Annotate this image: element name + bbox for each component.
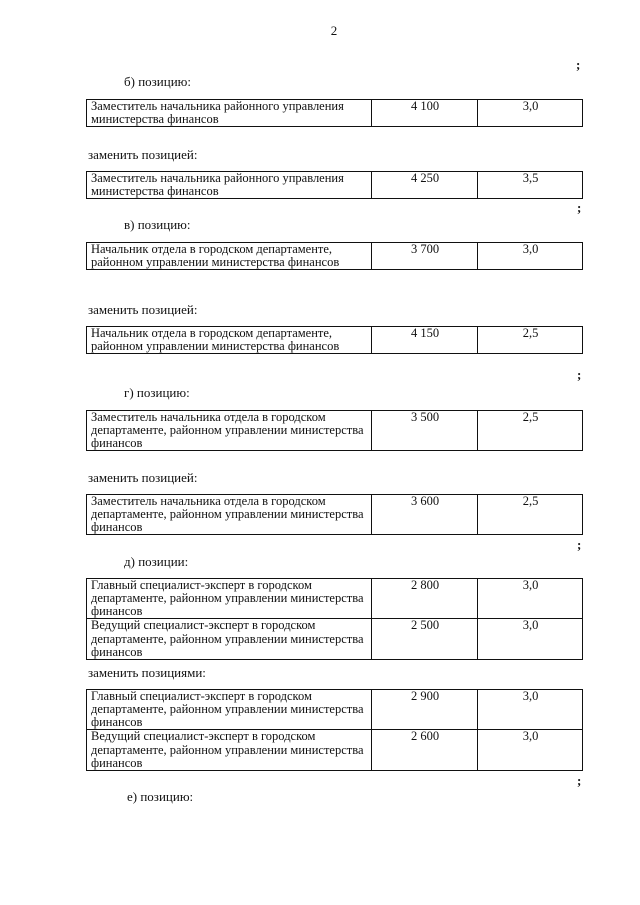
- position-title: Ведущий специалист-эксперт в городском департаменте, районном управлении министерства финансов: [87, 619, 372, 659]
- table-row: [87, 327, 583, 354]
- table-row: [87, 730, 583, 770]
- section-v-replacement-table: [86, 326, 583, 354]
- section-d-original-table: [86, 578, 583, 660]
- coefficient-value: 3,0: [478, 243, 583, 270]
- position-title: Заместитель начальника районного управления министерства финансов: [87, 100, 372, 127]
- salary-value: 2 500: [372, 619, 478, 659]
- position-title: Начальник отдела в городском департаменте, районном управлении министерства финансов: [87, 243, 372, 270]
- section-d-end-mark: ;: [577, 773, 582, 788]
- coefficient-value: 3,0: [478, 690, 583, 730]
- section-b-replacement-table: [86, 171, 583, 199]
- salary-value: 4 150: [372, 327, 478, 354]
- section-e-label: е) позицию:: [127, 789, 194, 804]
- section-g-original-table: [86, 410, 583, 451]
- salary-value: 2 900: [372, 690, 478, 730]
- coefficient-value: 2,5: [478, 495, 583, 535]
- salary-value: 3 500: [372, 411, 478, 451]
- salary-value: 3 700: [372, 243, 478, 270]
- section-d-replacement-table: [86, 689, 583, 771]
- salary-value: 2 800: [372, 579, 478, 619]
- table-row: [87, 411, 583, 451]
- section-v-replace-label: заменить позицией:: [88, 302, 198, 317]
- coefficient-value: 3,0: [478, 730, 583, 770]
- position-title: Заместитель начальника районного управления министерства финансов: [87, 172, 372, 199]
- page-number: 2: [330, 23, 338, 38]
- position-title: Заместитель начальника отдела в городском департаменте, районном управлении министерства финансов: [87, 495, 372, 535]
- coefficient-value: 3,0: [478, 579, 583, 619]
- section-g-replacement-table: [86, 494, 583, 535]
- section-d-replace-label: заменить позициями:: [88, 665, 206, 680]
- position-title: Заместитель начальника отдела в городском департаменте, районном управлении министерства финансов: [87, 411, 372, 451]
- salary-value: 3 600: [372, 495, 478, 535]
- section-v-end-mark: ;: [577, 367, 582, 382]
- section-b-replace-label: заменить позицией:: [88, 147, 198, 162]
- coefficient-value: 3,0: [478, 619, 583, 659]
- semicolon-mark: ;: [576, 57, 581, 72]
- coefficient-value: 3,5: [478, 172, 583, 199]
- salary-value: 4 250: [372, 172, 478, 199]
- section-b-original-table: [86, 99, 583, 127]
- salary-value: 2 600: [372, 730, 478, 770]
- position-title: Главный специалист-эксперт в городском департаменте, районном управлении министерства финансов: [87, 579, 372, 619]
- coefficient-value: 2,5: [478, 327, 583, 354]
- coefficient-value: 2,5: [478, 411, 583, 451]
- table-row: [87, 495, 583, 535]
- section-b-end-mark: ;: [577, 200, 582, 215]
- section-g-label: г) позицию:: [124, 385, 190, 400]
- section-v-original-table: [86, 242, 583, 270]
- table-row: [87, 100, 583, 127]
- table-row: [87, 243, 583, 270]
- table-row: [87, 690, 583, 730]
- table-row: [87, 579, 583, 619]
- salary-value: 4 100: [372, 100, 478, 127]
- position-title: Ведущий специалист-эксперт в городском департаменте, районном управлении министерства финансов: [87, 730, 372, 770]
- table-row: [87, 619, 583, 659]
- position-title: Главный специалист-эксперт в городском департаменте, районном управлении министерства финансов: [87, 690, 372, 730]
- section-d-label: д) позиции:: [124, 554, 189, 569]
- section-g-replace-label: заменить позицией:: [88, 470, 198, 485]
- section-b-label: б) позицию:: [124, 74, 191, 89]
- coefficient-value: 3,0: [478, 100, 583, 127]
- section-v-label: в) позицию:: [124, 217, 191, 232]
- table-row: [87, 172, 583, 199]
- position-title: Начальник отдела в городском департаменте, районном управлении министерства финансов: [87, 327, 372, 354]
- section-g-end-mark: ;: [577, 537, 582, 552]
